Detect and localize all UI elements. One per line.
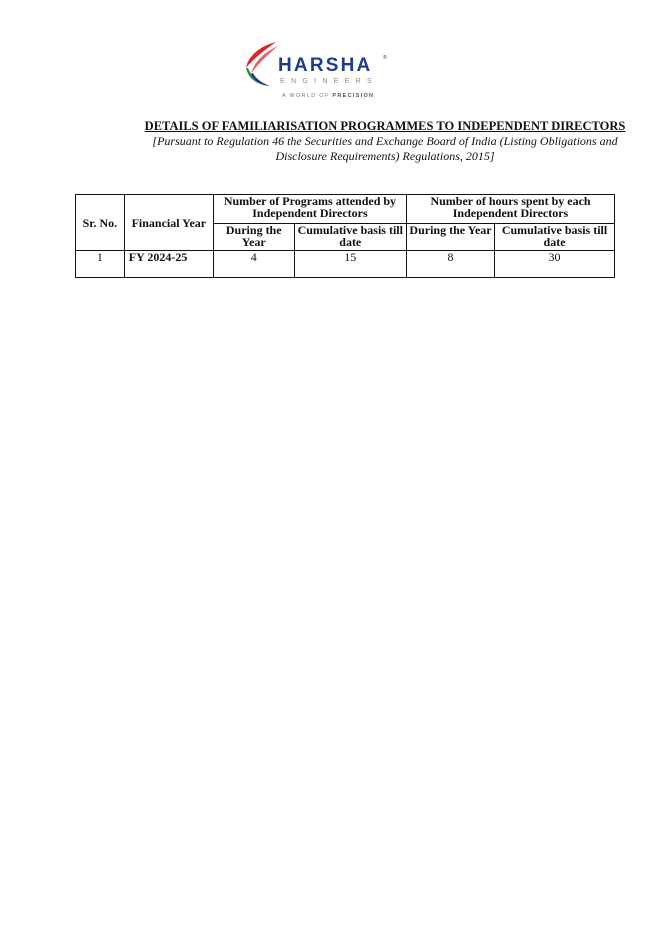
logo-tagline [282,93,374,99]
header-hours-cumulative: Cumulative basis till date [495,224,615,251]
company-logo [242,38,402,106]
header-programs-cumulative: Cumulative basis till date [294,224,406,251]
logo-brand-text: HARSHA [278,55,373,76]
familiarisation-table [75,194,615,278]
header-financial-year: Financial Year [124,195,213,251]
header-programs-attended: Number of Programs attended by Independent Directors [213,195,406,224]
cell-hours-cumulative: 30 [495,251,615,278]
cell-financial-year: FY 2024-25 [124,251,213,278]
page-title: DETAILS OF FAMILIARISATION PROGRAMMES TO INDEPENDENT DIRECTORS [144,119,626,133]
logo-tagline-prefix: A WORLD OF [282,93,330,99]
header-hours-spent: Number of hours spent by each Independent Directors [407,195,615,224]
logo-tagline-emphasis: PRECISION [332,93,375,99]
cell-sr-no: 1 [76,251,125,278]
regulation-note-line1: [Pursuant to Regulation 46 the Securities and Exchange Board of India (Listing Obligations and [152,134,618,148]
logo-registered-mark: ® [383,55,387,61]
logo-subtitle: ENGINEERS [280,78,378,85]
table-row [76,251,615,278]
cell-hours-during-year: 8 [407,251,495,278]
document-heading [60,119,654,164]
header-programs-during-year: During the Year [213,224,294,251]
regulation-note-line2: Disclosure Requirements) Regulations, 2015] [275,149,495,163]
harsha-swoosh-icon [242,40,282,90]
cell-programs-cumulative: 15 [294,251,406,278]
table-header-row [76,195,615,224]
header-sr-no: Sr. No. [76,195,125,251]
cell-programs-during-year: 4 [213,251,294,278]
header-hours-during-year: During the Year [407,224,495,251]
